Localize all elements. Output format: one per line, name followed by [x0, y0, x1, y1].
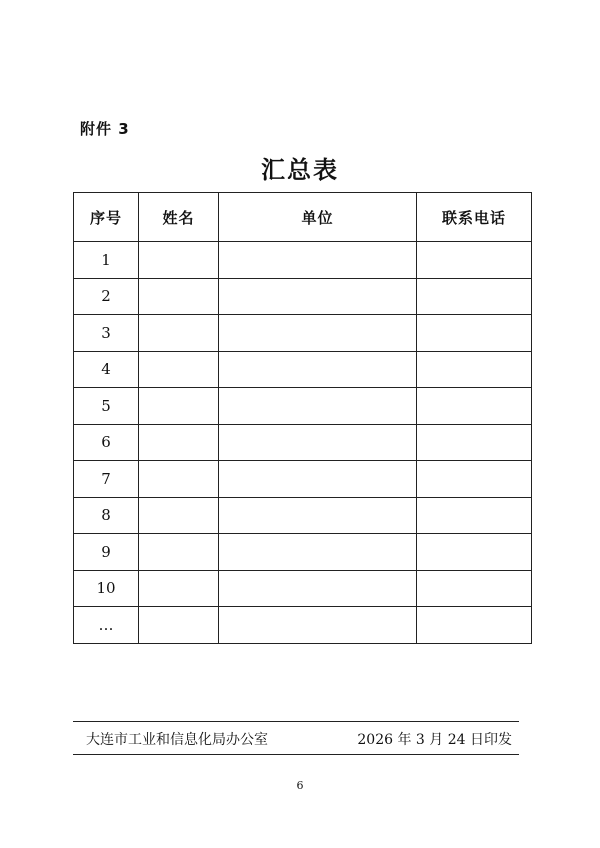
- cell-serial-number: 5: [74, 388, 139, 425]
- cell-serial-number: 9: [74, 534, 139, 571]
- cell-serial-number: 1: [74, 242, 139, 279]
- cell-contact-phone: [417, 388, 532, 425]
- cell-serial-number: 2: [74, 278, 139, 315]
- cell-organization: [219, 607, 417, 644]
- table-row: [74, 424, 532, 461]
- cell-contact-phone: [417, 461, 532, 498]
- cell-contact-phone: [417, 534, 532, 571]
- footer-issue-date: 2026 年 3 月 24 日印发: [357, 732, 512, 748]
- table-row: [74, 278, 532, 315]
- cell-organization: [219, 497, 417, 534]
- cell-contact-phone: [417, 607, 532, 644]
- table-body: [74, 242, 532, 644]
- cell-organization: [219, 570, 417, 607]
- cell-contact-phone: [417, 351, 532, 388]
- page-number: 6: [296, 779, 304, 792]
- table-row: [74, 315, 532, 352]
- cell-contact-phone: [417, 315, 532, 352]
- table-row: [74, 570, 532, 607]
- header-organization: 单位: [219, 193, 417, 242]
- cell-serial-number: 6: [74, 424, 139, 461]
- summary-table: [73, 192, 532, 644]
- cell-name: [139, 497, 219, 534]
- cell-organization: [219, 351, 417, 388]
- cell-name: [139, 242, 219, 279]
- cell-organization: [219, 388, 417, 425]
- cell-organization: [219, 315, 417, 352]
- table-row: [74, 351, 532, 388]
- cell-name: [139, 461, 219, 498]
- header-serial-number: 序号: [74, 193, 139, 242]
- cell-contact-phone: [417, 497, 532, 534]
- cell-serial-number: 7: [74, 461, 139, 498]
- table-row: [74, 388, 532, 425]
- cell-name: [139, 570, 219, 607]
- table-row: [74, 461, 532, 498]
- cell-contact-phone: [417, 242, 532, 279]
- cell-serial-number: 8: [74, 497, 139, 534]
- cell-organization: [219, 461, 417, 498]
- cell-organization: [219, 278, 417, 315]
- cell-name: [139, 315, 219, 352]
- footer-issuing-office: 大连市工业和信息化局办公室: [86, 732, 268, 748]
- header-name: 姓名: [139, 193, 219, 242]
- cell-name: [139, 351, 219, 388]
- cell-serial-number: …: [74, 607, 139, 644]
- table-header-row: [74, 193, 532, 242]
- cell-contact-phone: [417, 570, 532, 607]
- cell-organization: [219, 242, 417, 279]
- cell-organization: [219, 534, 417, 571]
- table-row: [74, 242, 532, 279]
- cell-contact-phone: [417, 278, 532, 315]
- cell-serial-number: 4: [74, 351, 139, 388]
- attachment-label: 附件 3: [80, 120, 130, 138]
- table-row: [74, 607, 532, 644]
- cell-name: [139, 278, 219, 315]
- cell-contact-phone: [417, 424, 532, 461]
- table-row: [74, 497, 532, 534]
- footer-top-rule: [73, 721, 519, 722]
- cell-serial-number: 3: [74, 315, 139, 352]
- cell-name: [139, 607, 219, 644]
- cell-name: [139, 534, 219, 571]
- cell-name: [139, 388, 219, 425]
- table-row: [74, 534, 532, 571]
- cell-name: [139, 424, 219, 461]
- cell-organization: [219, 424, 417, 461]
- header-contact-phone: 联系电话: [417, 193, 532, 242]
- footer-bottom-rule: [73, 754, 519, 755]
- document-title: 汇总表: [261, 156, 339, 184]
- cell-serial-number: 10: [74, 570, 139, 607]
